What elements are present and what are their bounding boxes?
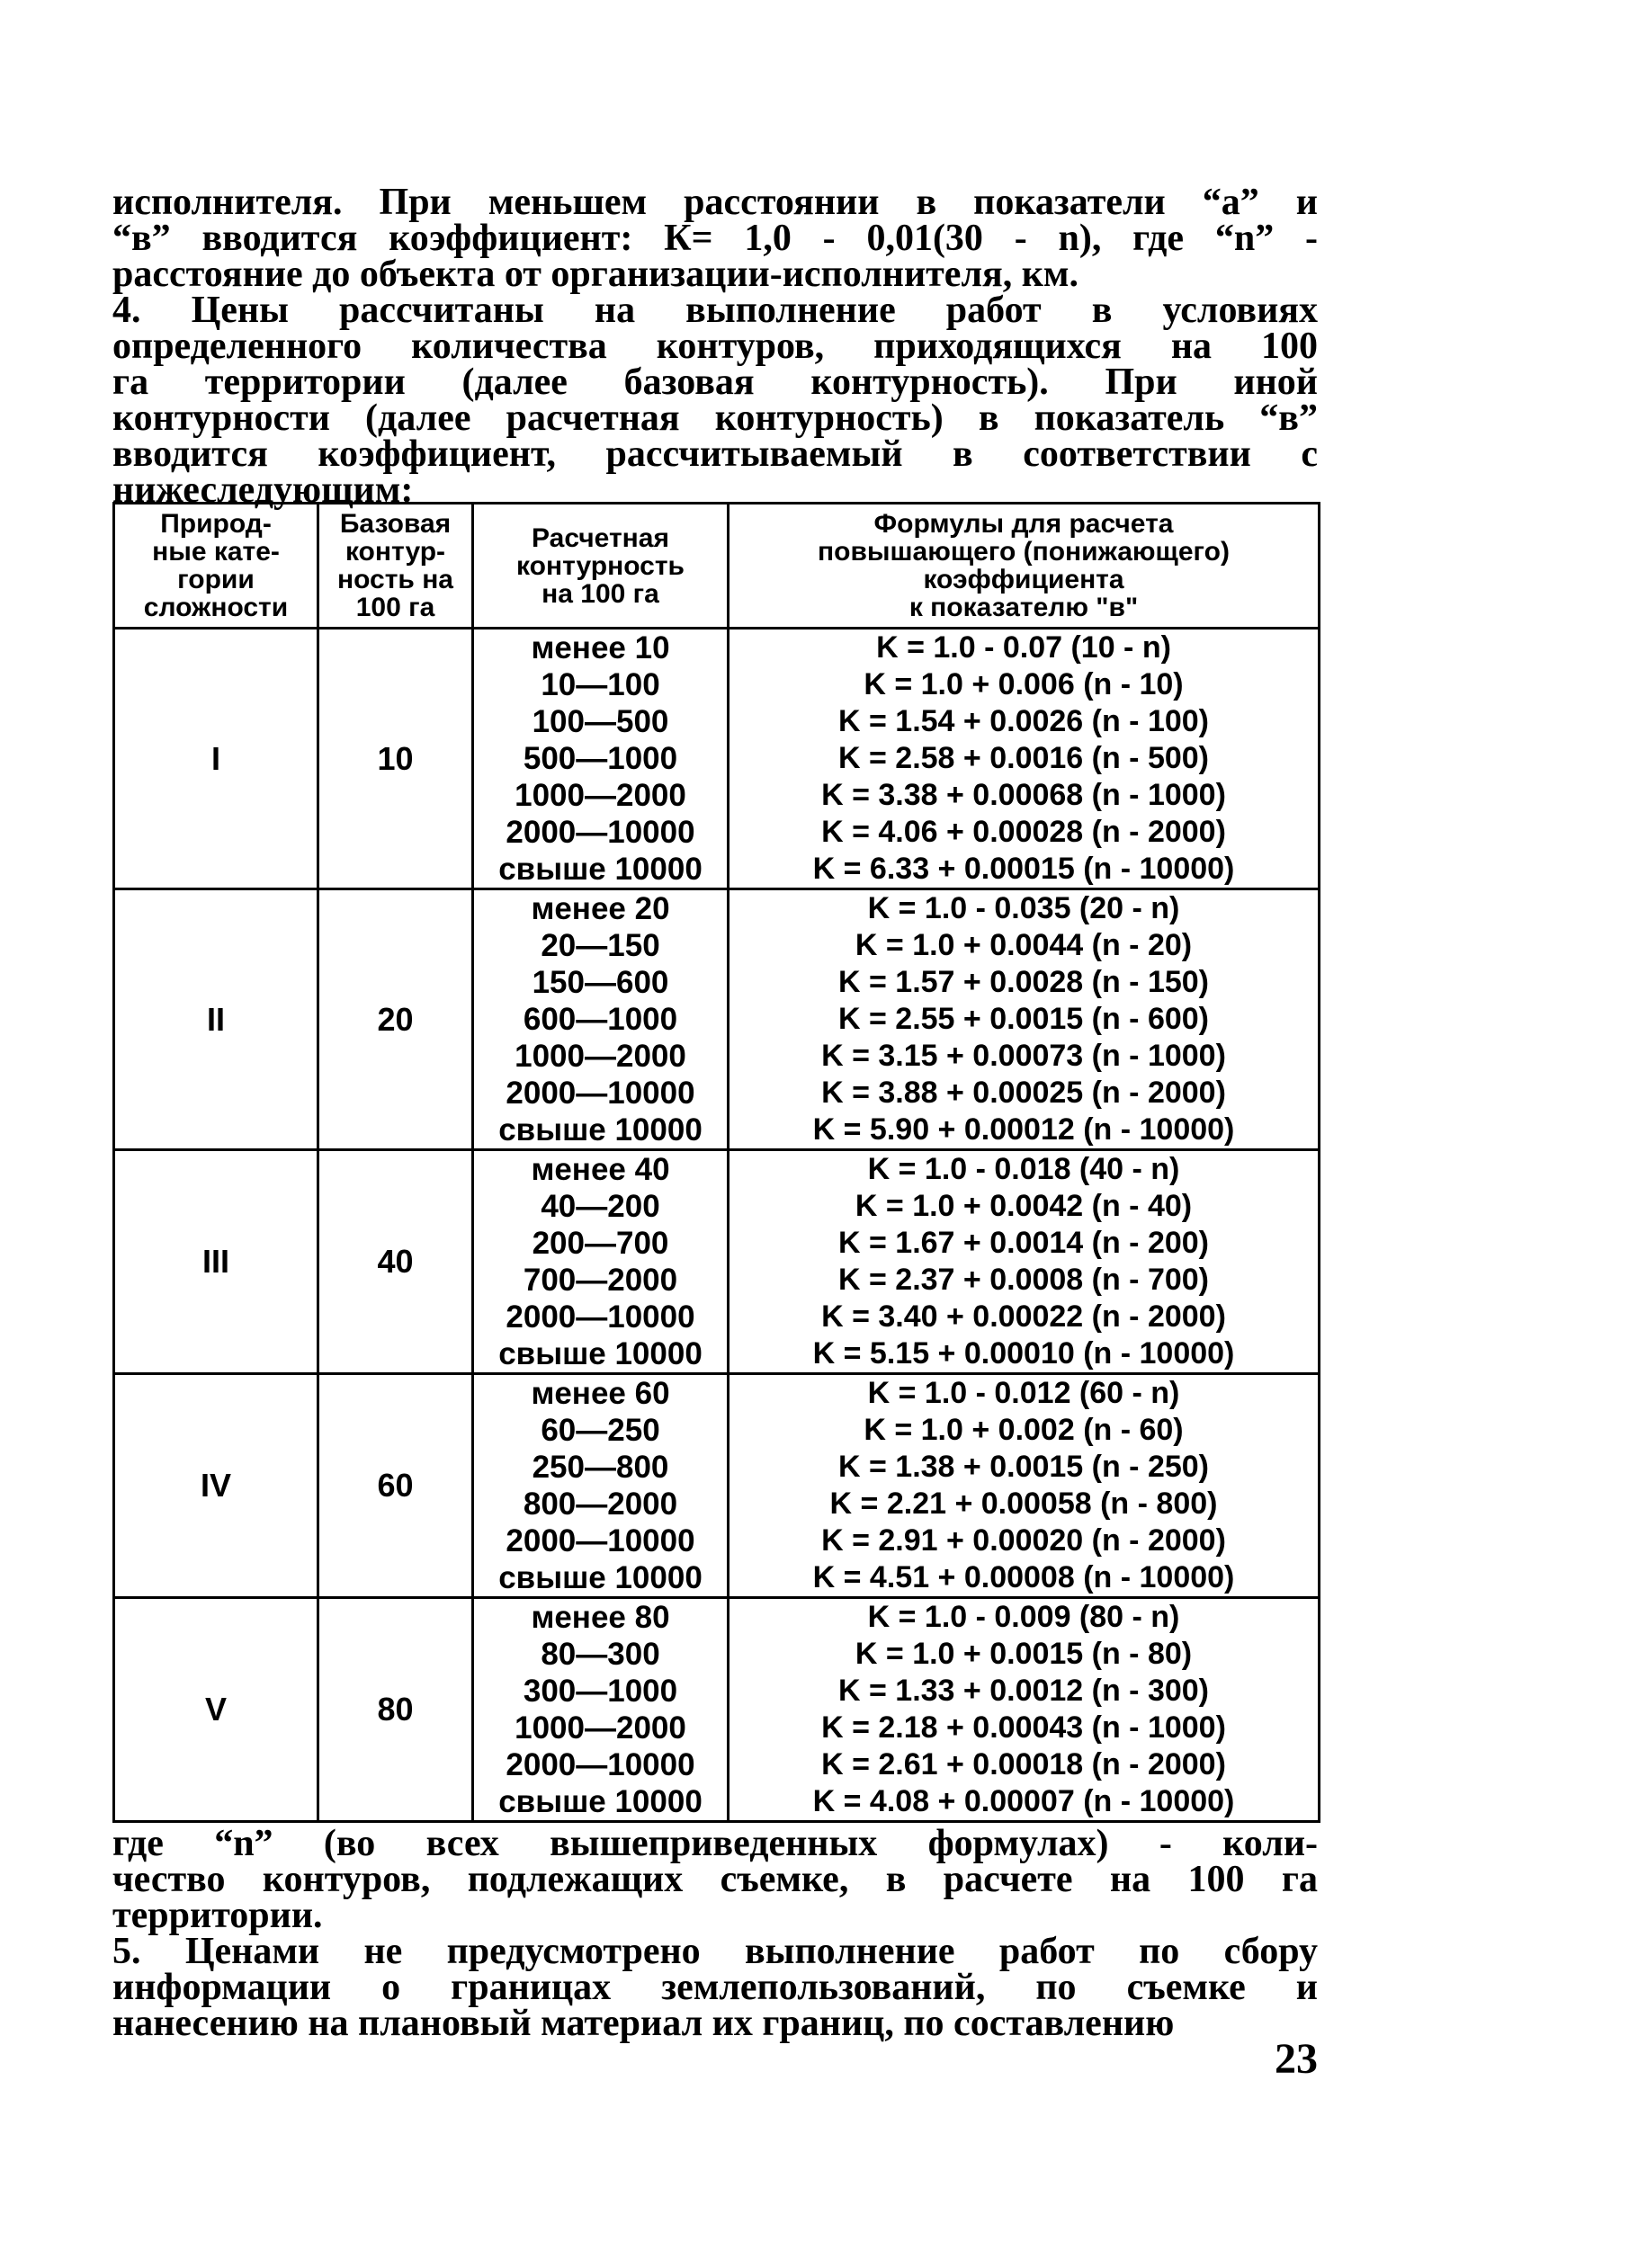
range-value: 80—300 bbox=[541, 1637, 660, 1672]
formula-cell bbox=[729, 1598, 1320, 1822]
range-value: менее 20 bbox=[531, 891, 670, 926]
base-contour-cell: 40 bbox=[318, 1150, 473, 1374]
range-value: 1000—2000 bbox=[515, 778, 686, 813]
range-value: менее 60 bbox=[531, 1376, 670, 1411]
range-value: 300—1000 bbox=[523, 1674, 678, 1709]
table-row bbox=[114, 889, 1320, 1150]
header-line: ность на bbox=[336, 565, 453, 594]
text-line: расстояние до объекта от организации-исполнителя, км. bbox=[112, 254, 1079, 295]
header-line: коэффициента bbox=[923, 565, 1124, 594]
text-line: 5. Ценами не предусмотрено выполнение работ по сбору bbox=[112, 1931, 1318, 1972]
formula-value: K = 3.88 + 0.00025 (n - 2000) bbox=[821, 1076, 1226, 1110]
range-value: 500—1000 bbox=[523, 741, 678, 776]
range-value: 200—700 bbox=[532, 1226, 669, 1261]
header-line: сложности bbox=[143, 593, 289, 622]
text-line: контурности (далее расчетная контурность) в показатель “в” bbox=[112, 397, 1318, 439]
formula-value: K = 2.37 + 0.0008 (n - 700) bbox=[837, 1263, 1210, 1297]
range-value: 2000—10000 bbox=[506, 1523, 695, 1558]
category-cell: V bbox=[114, 1598, 318, 1822]
formula-value: K = 4.08 + 0.00007 (n - 10000) bbox=[812, 1784, 1235, 1818]
text-line: информации о границах землепользований, по съемке и bbox=[112, 1967, 1318, 2008]
range-value: свыше 10000 bbox=[498, 1784, 703, 1819]
range-cell bbox=[473, 1598, 729, 1822]
formula-value: K = 1.0 - 0.07 (10 - n) bbox=[876, 630, 1171, 665]
formula-cell bbox=[729, 1374, 1320, 1598]
table-row bbox=[114, 1374, 1320, 1598]
header-line: контур- bbox=[345, 537, 446, 567]
header-line: 100 га bbox=[355, 593, 435, 622]
range-value: 10—100 bbox=[541, 667, 660, 702]
range-value: 600—1000 bbox=[523, 1002, 678, 1037]
formula-value: K = 1.38 + 0.0015 (n - 250) bbox=[837, 1450, 1210, 1484]
header-line: контурность bbox=[516, 550, 685, 581]
range-value: 800—2000 bbox=[523, 1487, 678, 1522]
formula-value: K = 1.0 - 0.035 (20 - n) bbox=[867, 891, 1180, 925]
range-value: 250—800 bbox=[532, 1450, 669, 1485]
text-line: где “n” (во всех вышеприведенных формулах) - коли- bbox=[112, 1823, 1318, 1864]
formula-value: K = 1.67 + 0.0014 (n - 200) bbox=[837, 1226, 1210, 1260]
header-line: Базовая bbox=[339, 509, 452, 539]
base-contour-cell: 80 bbox=[318, 1598, 473, 1822]
header-line: на 100 га bbox=[542, 578, 659, 609]
text-line: нижеследующим: bbox=[112, 469, 414, 511]
text-line: территории. bbox=[112, 1895, 323, 1936]
base-contour-cell: 20 bbox=[318, 889, 473, 1150]
range-value: менее 10 bbox=[531, 630, 670, 665]
header-line: Формулы для расчета bbox=[873, 509, 1174, 539]
text-line: 4. Цены рассчитаны на выполнение работ в условиях bbox=[112, 290, 1318, 331]
formula-value: K = 1.0 + 0.0015 (n - 80) bbox=[855, 1637, 1193, 1671]
formula-value: K = 1.0 + 0.0042 (n - 40) bbox=[855, 1189, 1193, 1223]
range-value: свыше 10000 bbox=[498, 1112, 703, 1147]
formula-value: K = 1.0 - 0.012 (60 - n) bbox=[867, 1376, 1180, 1410]
header-base-contour bbox=[318, 504, 473, 629]
range-cell bbox=[473, 889, 729, 1150]
header-line: к показателю "в" bbox=[908, 593, 1139, 622]
text-line: нанесению на плановый материал их границ, по составлению bbox=[112, 2003, 1175, 2044]
formula-value: K = 3.15 + 0.00073 (n - 1000) bbox=[821, 1039, 1226, 1073]
formula-value: K = 1.0 + 0.006 (n - 10) bbox=[864, 667, 1184, 701]
formula-value: K = 1.0 + 0.002 (n - 60) bbox=[864, 1413, 1184, 1447]
paragraph-n-note bbox=[112, 1823, 1318, 1936]
formula-value: K = 2.58 + 0.0016 (n - 500) bbox=[837, 741, 1210, 775]
table-row bbox=[114, 1598, 1320, 1822]
formula-cell bbox=[729, 1150, 1320, 1374]
formula-value: K = 1.0 + 0.0044 (n - 20) bbox=[855, 928, 1193, 962]
formula-value: K = 2.91 + 0.00020 (n - 2000) bbox=[821, 1523, 1226, 1558]
formula-value: K = 1.0 - 0.009 (80 - n) bbox=[867, 1600, 1180, 1634]
category-cell: I bbox=[114, 629, 318, 889]
category-cell: II bbox=[114, 889, 318, 1150]
range-value: 2000—10000 bbox=[506, 1747, 695, 1782]
range-value: менее 80 bbox=[531, 1600, 670, 1635]
text-line: чество контуров, подлежащих съемке, в расчете на 100 га bbox=[112, 1859, 1318, 1900]
formula-value: K = 1.57 + 0.0028 (n - 150) bbox=[837, 965, 1210, 999]
paragraph-item-4 bbox=[112, 290, 1318, 511]
range-cell bbox=[473, 629, 729, 889]
range-value: 1000—2000 bbox=[515, 1710, 686, 1746]
formula-value: K = 1.33 + 0.0012 (n - 300) bbox=[837, 1674, 1210, 1708]
header-formula bbox=[729, 504, 1320, 629]
header-line: повышающего (понижающего) bbox=[818, 537, 1230, 567]
formula-value: K = 3.40 + 0.00022 (n - 2000) bbox=[821, 1299, 1226, 1334]
range-value: 700—2000 bbox=[523, 1263, 678, 1298]
table-header-row bbox=[114, 504, 1320, 629]
range-cell bbox=[473, 1150, 729, 1374]
header-line: ные кате- bbox=[152, 537, 280, 567]
table-row bbox=[114, 629, 1320, 889]
text-line: вводится коэффициент, рассчитываемый в соответствии с bbox=[112, 433, 1318, 475]
range-value: 2000—10000 bbox=[506, 815, 695, 850]
paragraph-intro bbox=[112, 182, 1318, 295]
header-line: гории bbox=[177, 565, 255, 594]
header-calculated-contour bbox=[473, 504, 729, 629]
range-value: свыше 10000 bbox=[498, 1336, 703, 1371]
category-cell: III bbox=[114, 1150, 318, 1374]
page-number: 23 bbox=[1275, 2035, 1318, 2083]
formula-value: K = 1.0 - 0.018 (40 - n) bbox=[867, 1152, 1180, 1186]
header-line: Расчетная bbox=[532, 522, 669, 553]
text-line: исполнителя. При меньшем расстоянии в показатели “а” и bbox=[112, 182, 1318, 223]
paragraph-item-5 bbox=[112, 1931, 1318, 2044]
formula-value: K = 6.33 + 0.00015 (n - 10000) bbox=[812, 852, 1235, 886]
formula-cell bbox=[729, 889, 1320, 1150]
formula-value: K = 2.18 + 0.00043 (n - 1000) bbox=[821, 1710, 1226, 1745]
formula-value: K = 3.38 + 0.00068 (n - 1000) bbox=[821, 778, 1226, 812]
formula-value: K = 4.51 + 0.00008 (n - 10000) bbox=[812, 1560, 1235, 1594]
text-line: га территории (далее базовая контурность). При иной bbox=[112, 362, 1318, 403]
header-line: Природ- bbox=[160, 509, 272, 539]
formula-value: K = 5.90 + 0.00012 (n - 10000) bbox=[812, 1112, 1235, 1147]
formula-value: K = 2.61 + 0.00018 (n - 2000) bbox=[821, 1747, 1226, 1781]
coefficient-table bbox=[112, 502, 1320, 1823]
formula-cell bbox=[729, 629, 1320, 889]
text-line: определенного количества контуров, приходящихся на 100 bbox=[112, 326, 1318, 367]
range-value: 20—150 bbox=[541, 928, 660, 963]
range-value: 60—250 bbox=[541, 1413, 660, 1448]
formula-value: K = 2.21 + 0.00058 (n - 800) bbox=[829, 1487, 1218, 1521]
formula-value: K = 4.06 + 0.00028 (n - 2000) bbox=[821, 815, 1226, 849]
range-value: 1000—2000 bbox=[515, 1039, 686, 1074]
formula-value: K = 2.55 + 0.0015 (n - 600) bbox=[837, 1002, 1210, 1036]
base-contour-cell: 60 bbox=[318, 1374, 473, 1598]
range-value: 2000—10000 bbox=[506, 1299, 695, 1335]
range-value: 2000—10000 bbox=[506, 1076, 695, 1111]
range-value: свыше 10000 bbox=[498, 1560, 703, 1595]
range-value: свыше 10000 bbox=[498, 852, 703, 887]
base-contour-cell: 10 bbox=[318, 629, 473, 889]
range-cell bbox=[473, 1374, 729, 1598]
range-value: менее 40 bbox=[531, 1152, 670, 1187]
range-value: 150—600 bbox=[532, 965, 669, 1000]
text-line: “в” вводится коэффициент: К= 1,0 - 0,01(30 - n), где “n” - bbox=[112, 218, 1318, 259]
range-value: 40—200 bbox=[541, 1189, 660, 1224]
table-row bbox=[114, 1150, 1320, 1374]
formula-value: K = 1.54 + 0.0026 (n - 100) bbox=[837, 704, 1210, 738]
category-cell: IV bbox=[114, 1374, 318, 1598]
range-value: 100—500 bbox=[532, 704, 669, 739]
header-category bbox=[114, 504, 318, 629]
formula-value: K = 5.15 + 0.00010 (n - 10000) bbox=[812, 1336, 1235, 1371]
